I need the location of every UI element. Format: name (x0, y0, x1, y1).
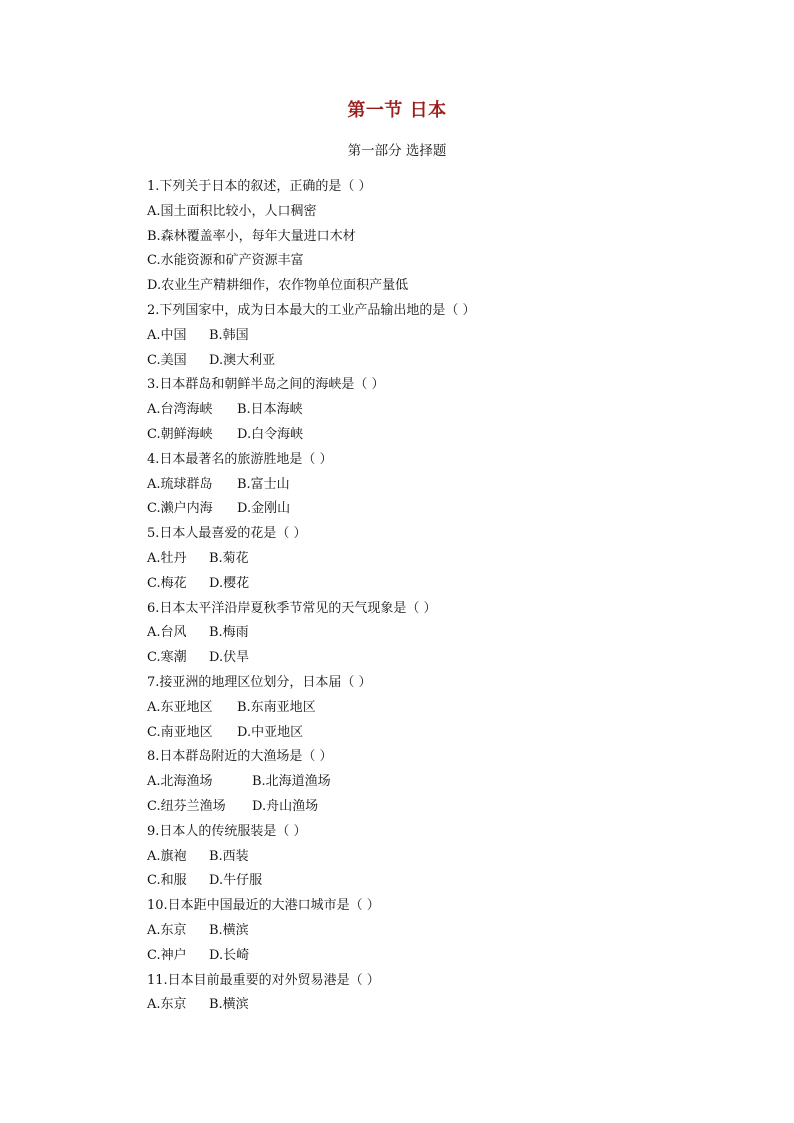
question-1: 1.下列关于日本的叙述，正确的是（ ） (147, 179, 372, 194)
question-5-option-b: B.菊花 (209, 550, 249, 566)
question-8-options-cd (147, 795, 667, 820)
question-6-option-d: D.伏旱 (209, 650, 250, 666)
question-4-options-cd (147, 497, 667, 522)
question-2-option-d: D.澳大利亚 (209, 352, 276, 368)
question-9-option-c: C.和服 (147, 873, 187, 889)
question-2-options-ab (147, 324, 667, 349)
question-1-option-c: C.水能资源和矿产资源丰富 (147, 253, 304, 269)
question-3-option-b: B.日本海峡 (237, 402, 303, 418)
page-title: 第一节 日本 (347, 100, 447, 121)
question-5-options-cd (147, 572, 667, 597)
question-3-options-cd (147, 423, 667, 448)
question-2-option-c: C.美国 (147, 352, 187, 368)
question-4-option-c: C.濑户内海 (147, 501, 213, 517)
question-10-options-cd (147, 944, 667, 969)
question-10: 10.日本距中国最近的大港口城市是（ ） (147, 898, 380, 914)
question-11-options-ab (147, 993, 667, 1018)
question-1-option-a: A.国土面积比较小，人口稠密 (147, 203, 317, 219)
question-6-option-b: B.梅雨 (209, 625, 249, 641)
question-9-options-cd (147, 869, 667, 894)
question-7-options-cd (147, 721, 667, 746)
question-3: 3.日本群岛和朝鲜半岛之间的海峡是（ ） (147, 377, 385, 393)
question-8-option-d: D.舟山渔场 (252, 798, 319, 814)
question-2: 2.下列国家中，成为日本最大的工业产品输出地的是（ ） (147, 302, 476, 318)
question-3-option-a: A.台湾海峡 (147, 402, 213, 418)
question-5-options-ab (147, 547, 667, 572)
question-4-option-b: B.富士山 (237, 476, 290, 492)
question-4-option-d: D.金刚山 (237, 501, 291, 517)
question-8-option-a: A.北海渔场 (147, 774, 213, 790)
question-10-option-c: C.神户 (147, 947, 187, 963)
question-6-option-a: A.台风 (147, 625, 187, 641)
question-7-options-ab (147, 696, 667, 721)
question-6-options-ab (147, 621, 667, 646)
question-7-option-d: D.中亚地区 (237, 724, 304, 740)
question-5-option-a: A.牡丹 (147, 550, 187, 566)
section-heading: 第一部分 选择题 (347, 143, 447, 159)
question-7-option-a: A.东亚地区 (147, 699, 213, 715)
question-2-options-cd (147, 349, 667, 374)
question-10-option-a: A.东京 (147, 922, 187, 938)
question-2-option-a: A.中国 (147, 327, 187, 343)
question-2-option-b: B.韩国 (209, 327, 249, 343)
question-4: 4.日本最著名的旅游胜地是（ ） (147, 451, 333, 467)
question-10-option-b: B.横滨 (209, 922, 249, 938)
question-9: 9.日本人的传统服装是（ ） (147, 823, 307, 839)
question-1-option-d: D.农业生产精耕细作，农作物单位面积产量低 (147, 278, 409, 294)
question-8: 8.日本群岛附近的大渔场是（ ） (147, 749, 333, 765)
question-7: 7.接亚洲的地理区位划分，日本届（ ） (147, 674, 372, 690)
question-7-option-c: C.南亚地区 (147, 724, 213, 740)
question-5-option-c: C.梅花 (147, 575, 187, 591)
question-11-option-b: B.横滨 (209, 997, 249, 1013)
question-4-options-ab (147, 473, 667, 498)
question-9-option-b: B.西装 (209, 848, 249, 864)
question-6: 6.日本太平洋沿岸夏秋季节常见的天气现象是（ ） (147, 600, 437, 616)
question-10-options-ab (147, 919, 667, 944)
question-1-option-b: B.森林覆盖率小，每年大量进口木材 (147, 228, 356, 244)
question-5-option-d: D.樱花 (209, 575, 250, 591)
question-8-options-ab (147, 770, 667, 795)
question-6-options-cd (147, 646, 667, 671)
question-list (147, 175, 667, 1018)
question-11-option-a: A.东京 (147, 997, 187, 1013)
question-8-option-b: B.北海道渔场 (252, 774, 331, 790)
question-5: 5.日本人最喜爱的花是（ ） (147, 526, 307, 542)
question-3-options-ab (147, 398, 667, 423)
question-11: 11.日本目前最重要的对外贸易港是（ ） (147, 972, 380, 988)
question-10-option-d: D.长崎 (209, 947, 250, 963)
question-9-option-d: D.牛仔服 (209, 873, 263, 889)
question-8-option-c: C.纽芬兰渔场 (147, 798, 226, 814)
question-3-option-c: C.朝鲜海峡 (147, 426, 213, 442)
question-6-option-c: C.寒潮 (147, 650, 187, 666)
question-7-option-b: B.东南亚地区 (237, 699, 316, 715)
question-4-option-a: A.琉球群岛 (147, 476, 213, 492)
question-9-options-ab (147, 845, 667, 870)
question-3-option-d: D.白令海峡 (237, 426, 304, 442)
question-9-option-a: A.旗袍 (147, 848, 187, 864)
